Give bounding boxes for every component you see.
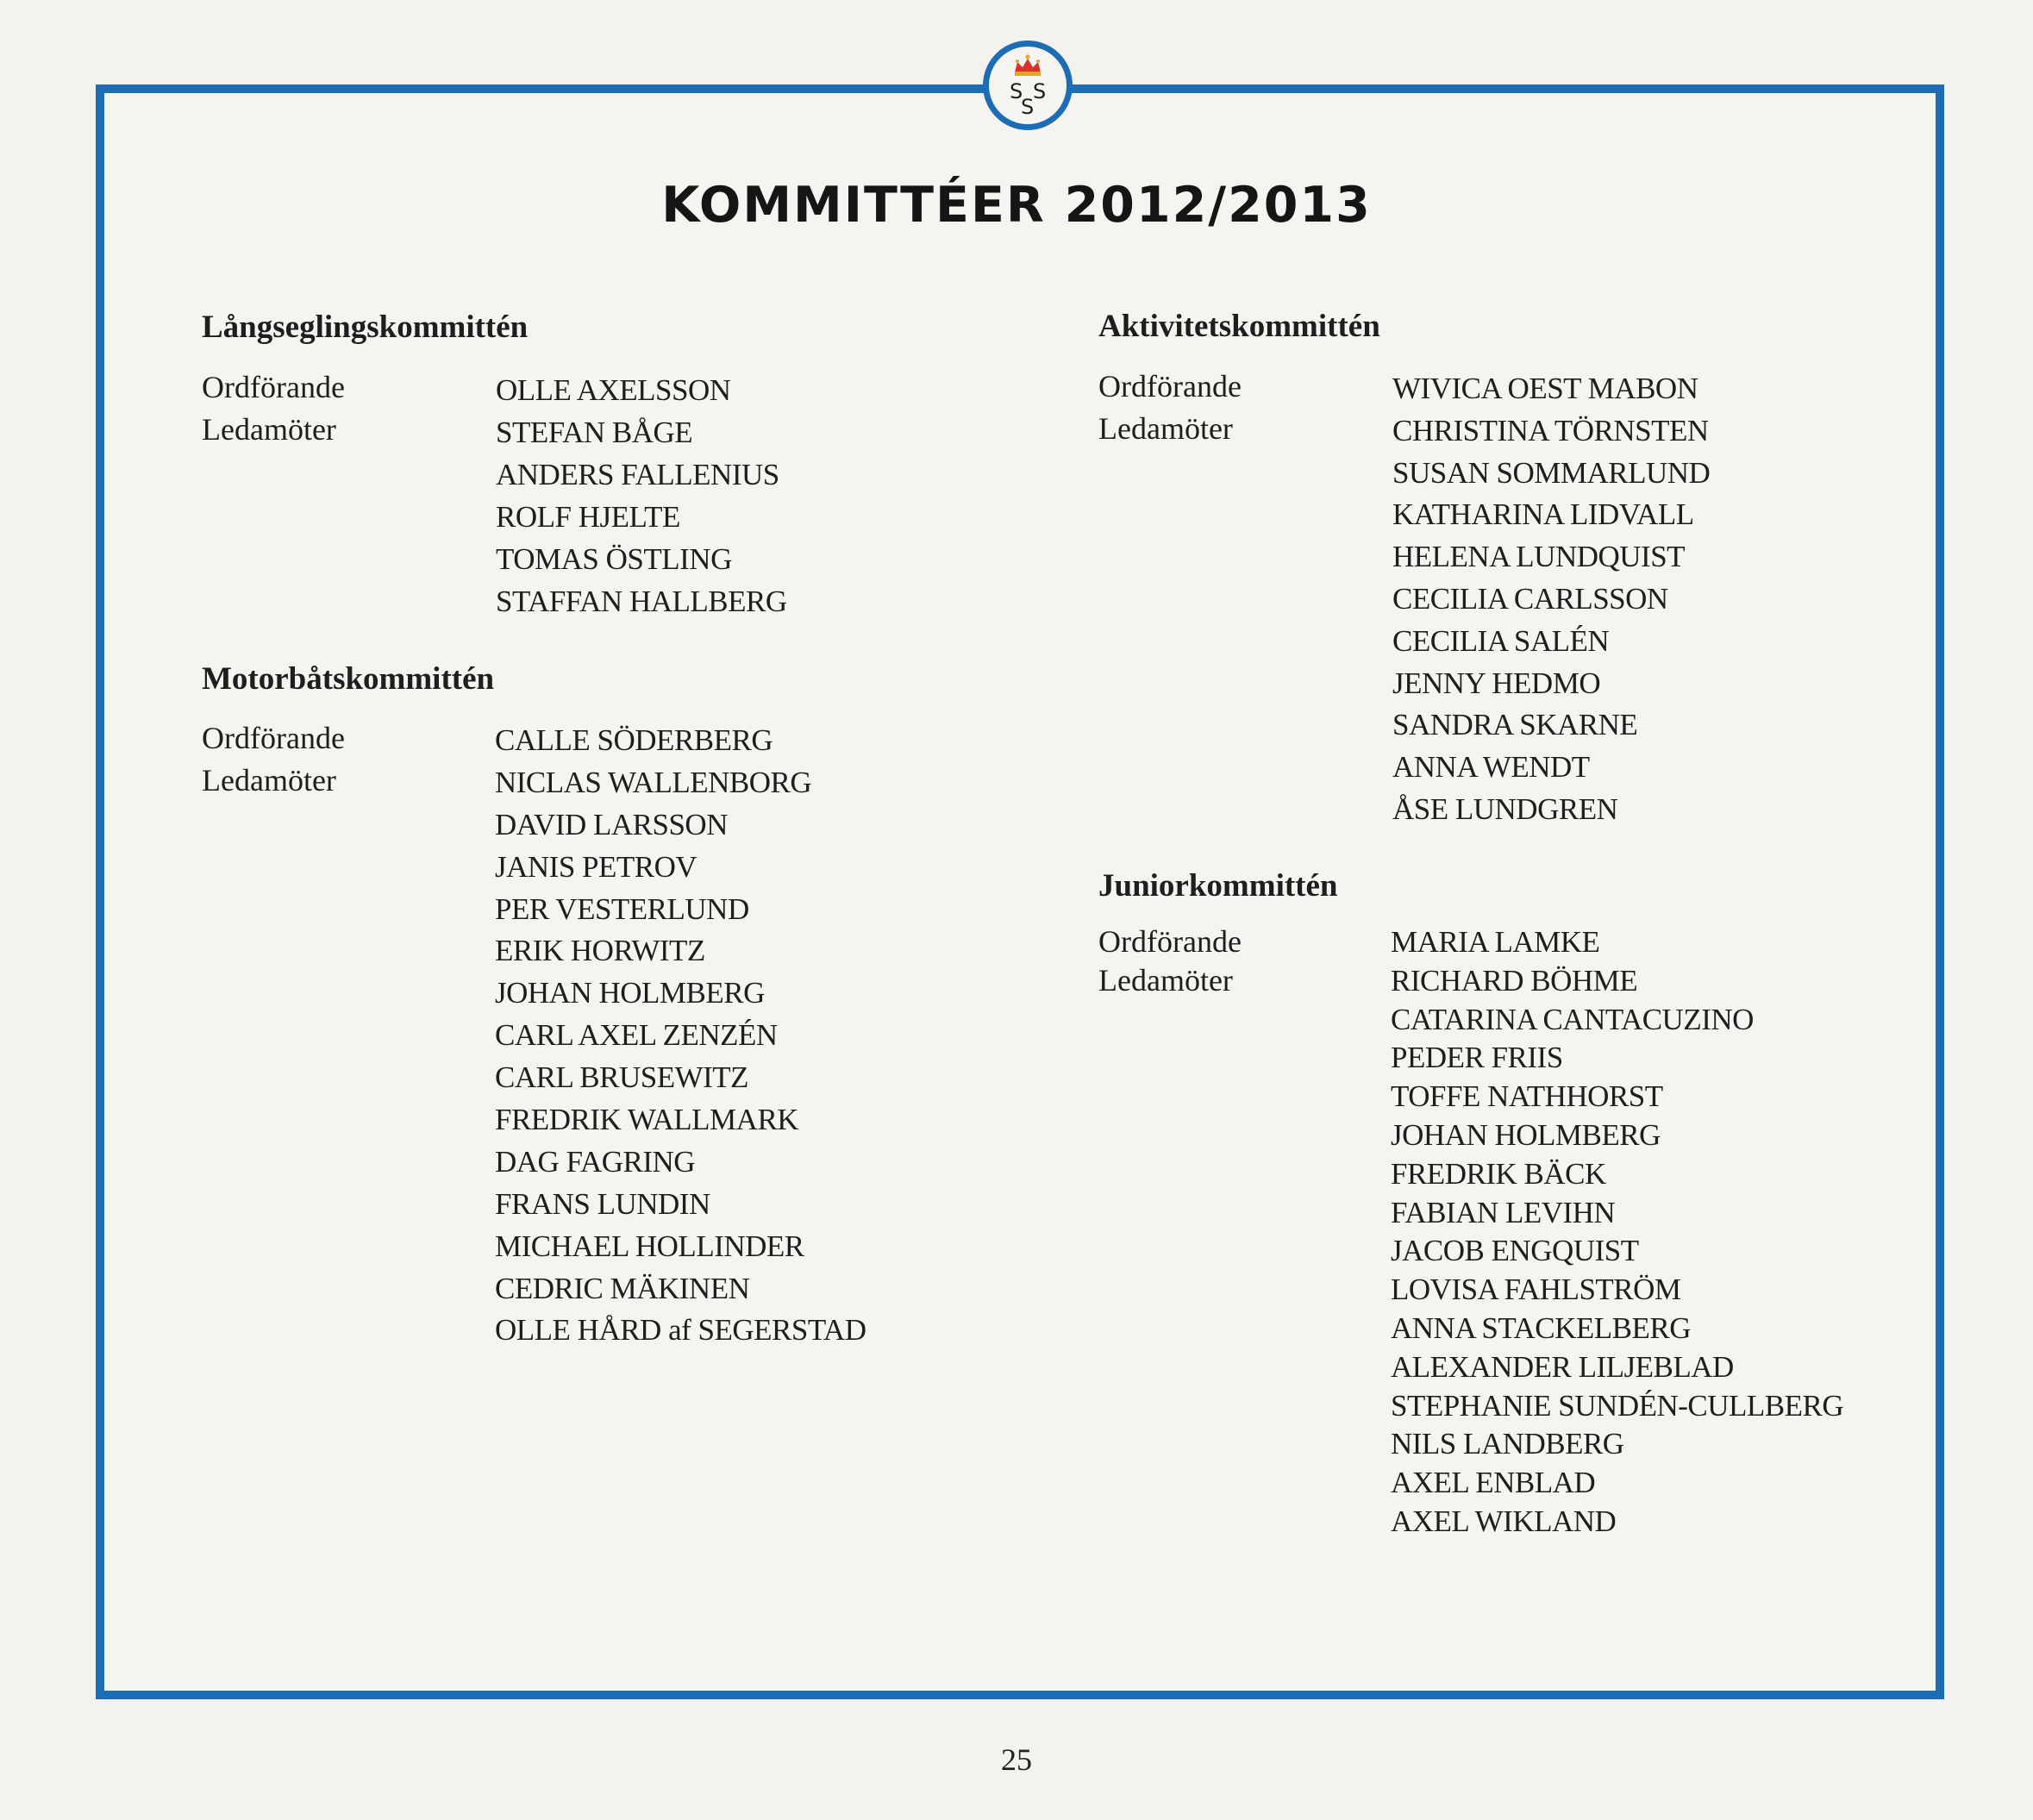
member-list [496,369,787,622]
member-name: ANNA WENDT [1392,750,1590,785]
member-list [495,720,866,1352]
member-name: KATHARINA LIDVALL [1392,497,1694,532]
member-name: SANDRA SKARNE [1392,708,1638,742]
member-name: CARL BRUSEWITZ [495,1060,749,1095]
page-number: 25 [1001,1742,1032,1777]
member-name: JOHAN HOLMBERG [495,976,765,1010]
member-name: STEFAN BÅGE [496,416,693,449]
member-name: TOMAS ÖSTLING [496,542,732,576]
member-name: ERIK HORWITZ [495,934,705,968]
committee-title: Långseglingskommittén [202,310,529,345]
member-name: JANIS PETROV [495,849,697,884]
member-name: STAFFAN HALLBERG [496,585,787,618]
member-name: CATARINA CANTACUZINO [1391,1002,1754,1036]
members-label: Ledamöter [1098,963,1233,998]
member-name: NILS LANDBERG [1391,1427,1624,1461]
member-name: JENNY HEDMO [1392,666,1601,700]
member-name: WIVICA OEST MABON [1392,372,1698,405]
members-label: Ledamöter [202,412,336,447]
chair-label: Ordförande [1098,369,1242,403]
member-name: CARL AXEL ZENZÉN [495,1018,778,1053]
member-name: FREDRIK BÄCK [1391,1156,1606,1191]
chair-label: Ordförande [202,370,345,404]
member-name: SUSAN SOMMARLUND [1392,455,1711,490]
member-name: JOHAN HOLMBERG [1391,1117,1661,1152]
member-name: ÅSE LUNDGREN [1392,791,1618,826]
member-name: RICHARD BÖHME [1391,963,1638,998]
member-name: JACOB ENGQUIST [1391,1234,1639,1268]
member-name: MICHAEL HOLLINDER [495,1229,804,1263]
page-title: KOMMITTÉER 2012/2013 [661,177,1372,234]
logo-letter-right: S [1033,79,1047,103]
member-name: ROLF HJELTE [496,500,680,534]
committee-title: Motorbåtskommittén [202,661,495,697]
member-name: PEDER FRIIS [1391,1041,1563,1075]
member-list [1391,923,1843,1542]
member-name: PER VESTERLUND [495,891,749,926]
member-name: CECILIA CARLSSON [1392,581,1668,616]
members-label: Ledamöter [1098,411,1233,446]
logo-letter-bottom: S [1021,95,1035,119]
member-name: CEDRIC MÄKINEN [495,1271,750,1305]
member-name: AXEL WIKLAND [1391,1504,1617,1538]
member-name: CHRISTINA TÖRNSTEN [1392,413,1709,447]
crown-icon [989,47,1067,124]
chair-label: Ordförande [202,721,345,755]
member-name: STEPHANIE SUNDÉN-CULLBERG [1391,1388,1844,1423]
member-name: DAVID LARSSON [495,807,728,841]
member-name: ANDERS FALLENIUS [496,458,779,491]
member-name: DAG FAGRING [495,1144,696,1179]
logo-letter-left: S [1010,79,1023,103]
committee-title: Juniorkommittén [1098,868,1338,904]
member-name: HELENA LUNDQUIST [1392,540,1686,574]
member-name: OLLE AXELSSON [496,373,731,407]
member-name: OLLE HÅRD af SEGERSTAD [495,1313,866,1348]
member-name: FABIAN LEVIHN [1391,1195,1616,1229]
member-name: MARIA LAMKE [1391,925,1600,959]
member-name: AXEL ENBLAD [1391,1466,1596,1500]
member-name: ANNA STACKELBERG [1391,1310,1691,1345]
member-name: FREDRIK WALLMARK [495,1103,799,1137]
member-name: CALLE SÖDERBERG [495,723,773,757]
member-name: CECILIA SALÉN [1392,623,1610,658]
committee-title: Aktivitetskommittén [1098,309,1380,344]
member-name: ALEXANDER LILJEBLAD [1391,1349,1734,1384]
sss-crown-logo [983,41,1073,130]
member-list [1392,368,1710,831]
member-name: TOFFE NATHHORST [1391,1079,1663,1114]
member-name: LOVISA FAHLSTRÖM [1391,1273,1681,1307]
chair-label: Ordförande [1098,924,1242,959]
members-label: Ledamöter [202,763,336,797]
member-name: NICLAS WALLENBORG [495,765,812,799]
member-name: FRANS LUNDIN [495,1186,710,1221]
